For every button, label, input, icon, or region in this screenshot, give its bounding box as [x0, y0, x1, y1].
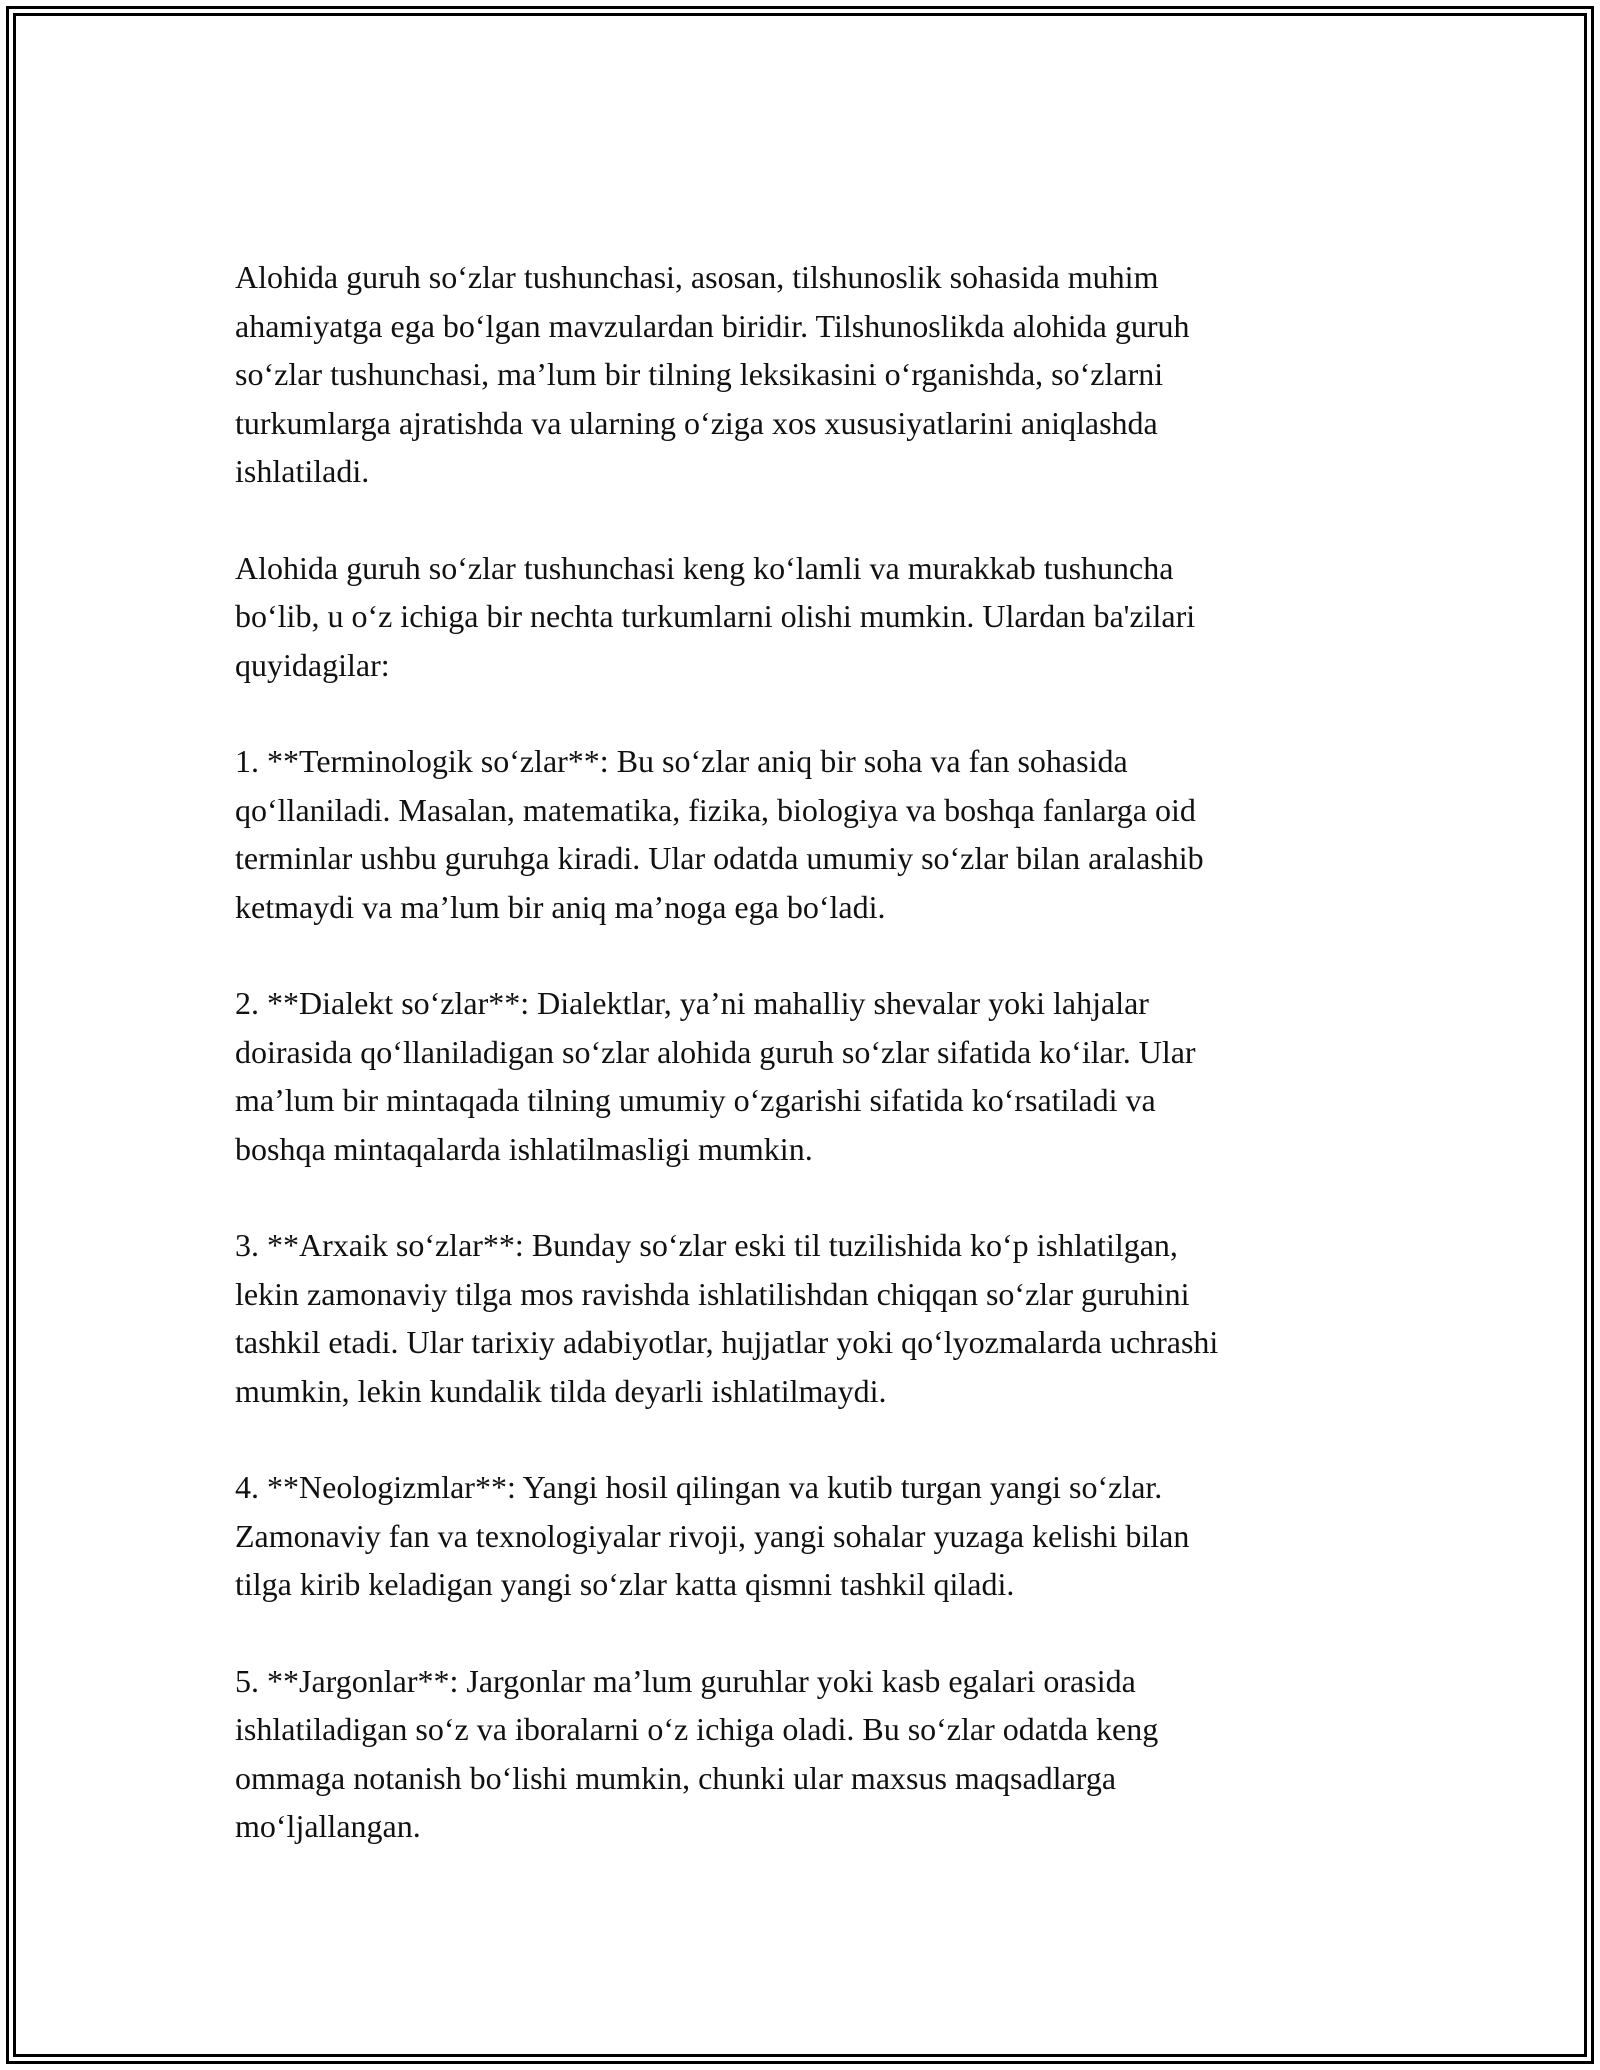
document-body: [235, 253, 1375, 1851]
overview-paragraph: Alohida guruh so‘zlar tushunchasi keng ko‘lamli va murakkab tushuncha bo‘lib, u o‘z ichiga bir nechta turkumlarni olishi mumkin. Ulardan ba'zilari quyidagilar:: [235, 549, 1196, 683]
list-item-dialekt: 2. **Dialekt so‘zlar**: Dialektlar, ya’ni mahalliy shevalar yoki lahjalar doirasida qo‘llaniladigan so‘zlar alohida guruh so‘zlar sifatida ko‘ilar. Ular ma’lum bir mintaqada tilning umumiy o‘zgarishi sifatida ko‘rsatiladi va boshqa mintaqalarda ishlatilmasligi mumkin.: [235, 985, 1196, 1167]
list-item-jargonlar: 5. **Jargonlar**: Jargonlar ma’lum guruhlar yoki kasb egalari orasida ishlatiladigan so‘z va iboralarni o‘z ichiga oladi. Bu so‘zlar odatda keng ommaga notanish bo‘lishi mumkin, chunki ular maxsus maqsadlarga mo‘ljallangan.: [235, 1662, 1159, 1844]
list-item-neologizmlar: 4. **Neologizmlar**: Yangi hosil qilingan va kutib turgan yangi so‘zlar. Zamonaviy fan va texnologiyalar rivoji, yangi sohalar yuzaga kelishi bilan tilga kirib keladigan yangi so‘zlar katta qismni tashkil qiladi.: [235, 1469, 1190, 1602]
list-item-arxaik: 3. **Arxaik so‘zlar**: Bunday so‘zlar eski til tuzilishida ko‘p ishlatilgan, lekin zamonaviy tilga mos ravishda ishlatilishdan chiqqan so‘zlar guruhini tashkil etadi. Ular tarixiy adabiyotlar, hujjatlar yoki qo‘lyozmalarda uchrashi mumkin, lekin kundalik tilda deyarli ishlatilmaydi.: [235, 1227, 1219, 1409]
intro-paragraph: Alohida guruh so‘zlar tushunchasi, asosan, tilshunoslik sohasida muhim ahamiyatga ega bo‘lgan mavzulardan biridir. Tilshunoslikda alohida guruh so‘zlar tushunchasi, ma’lum bir tilning leksikasini o‘rganishda, so‘zlarni turkumlarga ajratishda va ularning o‘ziga xos xususiyatlarini aniqlashda ishlatiladi.: [235, 259, 1190, 489]
list-item-terminologik: 1. **Terminologik so‘zlar**: Bu so‘zlar aniq bir soha va fan sohasida qo‘llaniladi. Masalan, matematika, fizika, biologiya va boshqa fanlarga oid terminlar ushbu guruhga kiradi. Ular odatda umumiy so‘zlar bilan aralashib ketmaydi va ma’lum bir aniq ma’noga ega bo‘ladi.: [235, 743, 1204, 925]
